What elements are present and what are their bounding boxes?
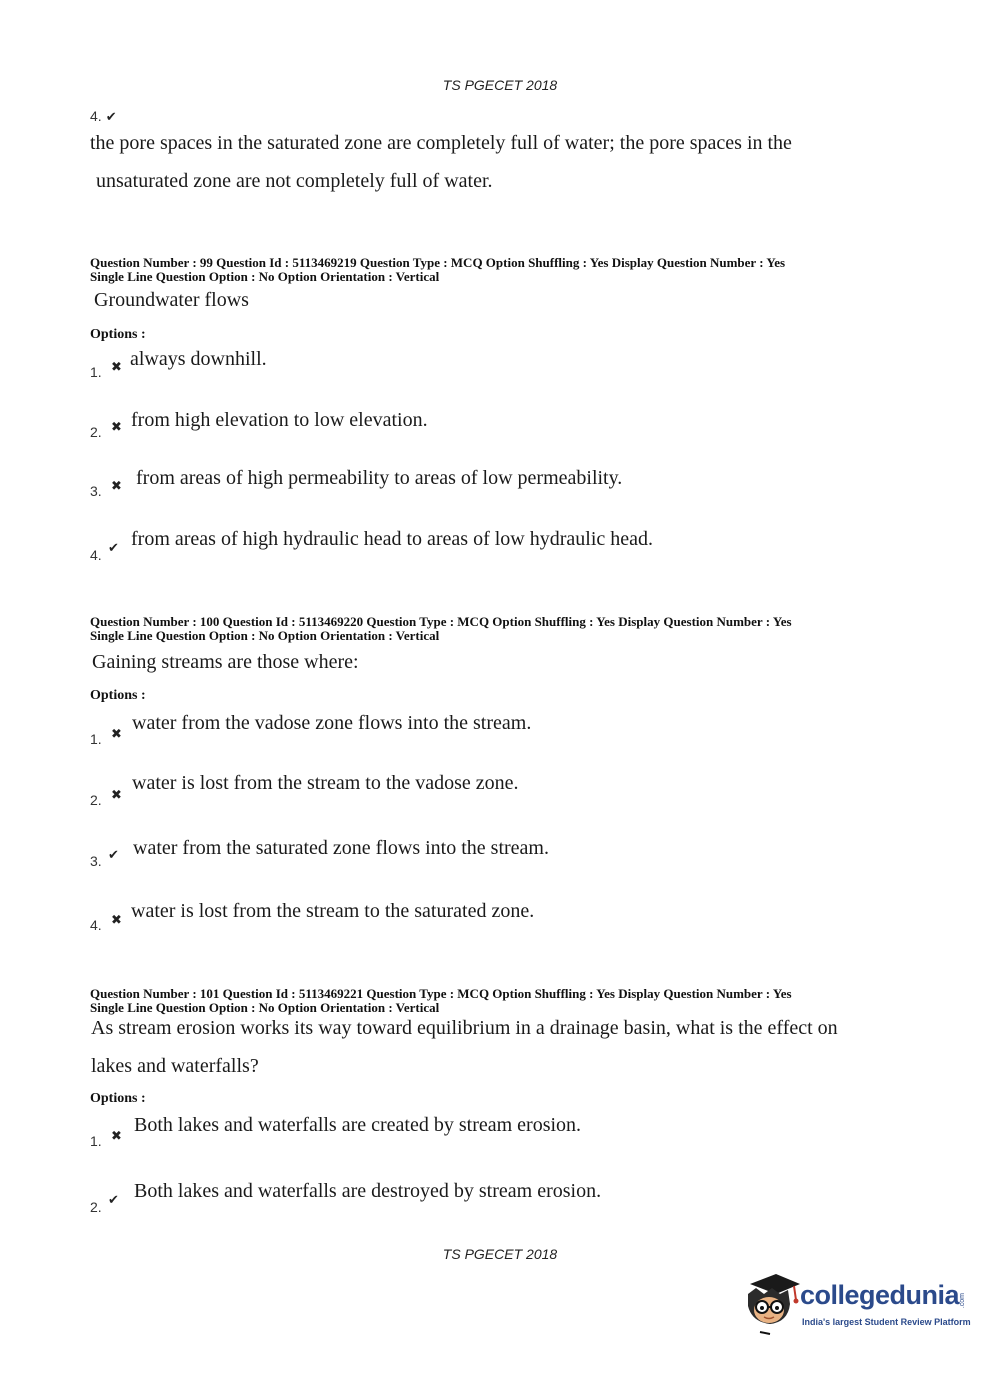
question-text: Gaining streams are those where:: [92, 651, 359, 673]
option-text: from areas of high permeability to areas of low permeability.: [136, 467, 623, 489]
mascot-icon: [742, 1270, 802, 1336]
option-text: water from the vadose zone flows into the stream.: [132, 712, 532, 734]
option-text: water is lost from the stream to the vadose zone.: [132, 772, 519, 794]
question-meta-line2: Single Line Question Option : No Option Orientation : Vertical: [90, 1000, 440, 1015]
option-number: 1.: [90, 1133, 102, 1149]
question-text-line1: As stream erosion works its way toward equilibrium in a drainage basin, what is the effect on: [91, 1017, 838, 1039]
option-number: 2.: [90, 792, 102, 808]
option-text: from high elevation to low elevation.: [131, 409, 428, 431]
option-number: 1.: [90, 731, 102, 747]
check-icon: ✔: [108, 848, 119, 863]
options-label: Options :: [90, 327, 146, 342]
question-meta-line2: Single Line Question Option : No Option Orientation : Vertical: [90, 269, 440, 284]
check-icon: ✔: [105, 110, 117, 125]
option-number: 2.: [90, 424, 102, 440]
logo-suffix: .com: [959, 1292, 967, 1308]
check-icon: ✔: [108, 1193, 119, 1208]
logo-tagline: India's largest Student Review Platform: [802, 1317, 971, 1327]
option-number: 1.: [90, 364, 102, 380]
option-number: 4.: [90, 108, 102, 124]
prev-option-text-line1: the pore spaces in the saturated zone are completely full of water; the pore spaces in the: [90, 132, 792, 154]
question-meta-line1: Question Number : 100 Question Id : 5113469220 Question Type : MCQ Option Shuffling : Yes Display Question Number : Yes: [90, 614, 792, 629]
question-meta-line2: Single Line Question Option : No Option Orientation : Vertical: [90, 628, 440, 643]
question-text-line2: lakes and waterfalls?: [91, 1055, 259, 1077]
logo-name: collegedunia: [800, 1280, 960, 1310]
question-meta-line1: Question Number : 101 Question Id : 5113469221 Question Type : MCQ Option Shuffling : Yes Display Question Number : Yes: [90, 986, 792, 1001]
option-number: 3.: [90, 483, 102, 499]
cross-icon: ✖: [111, 788, 122, 803]
question-meta-line1: Question Number : 99 Question Id : 5113469219 Question Type : MCQ Option Shuffling : Yes Display Question Number : Yes: [90, 255, 786, 270]
options-label: Options :: [90, 688, 146, 703]
page-header: TS PGECET 2018: [442, 77, 558, 93]
prev-option-text-line2: unsaturated zone are not completely full of water.: [96, 170, 493, 192]
option-text: water is lost from the stream to the saturated zone.: [131, 900, 535, 922]
question-text: Groundwater flows: [94, 289, 249, 311]
option-text: from areas of high hydraulic head to areas of low hydraulic head.: [131, 528, 654, 550]
cross-icon: ✖: [111, 360, 122, 375]
option-number: 3.: [90, 853, 102, 869]
option-number: 4.: [90, 917, 102, 933]
cross-icon: ✖: [111, 913, 122, 928]
option-text: water from the saturated zone flows into the stream.: [133, 837, 549, 859]
option-text: Both lakes and waterfalls are created by stream erosion.: [134, 1114, 582, 1136]
page-footer: TS PGECET 2018: [442, 1246, 558, 1262]
options-label: Options :: [90, 1091, 146, 1106]
check-icon: ✔: [108, 541, 119, 556]
cross-icon: ✖: [111, 479, 122, 494]
option-number: 2.: [90, 1199, 102, 1215]
collegedunia-logo[interactable]: [742, 1270, 972, 1340]
cross-icon: ✖: [111, 1129, 122, 1144]
option-text: always downhill.: [130, 348, 267, 370]
option-number: 4.: [90, 547, 102, 563]
option-text: Both lakes and waterfalls are destroyed by stream erosion.: [134, 1180, 602, 1202]
cross-icon: ✖: [111, 420, 122, 435]
cross-icon: ✖: [111, 727, 122, 742]
